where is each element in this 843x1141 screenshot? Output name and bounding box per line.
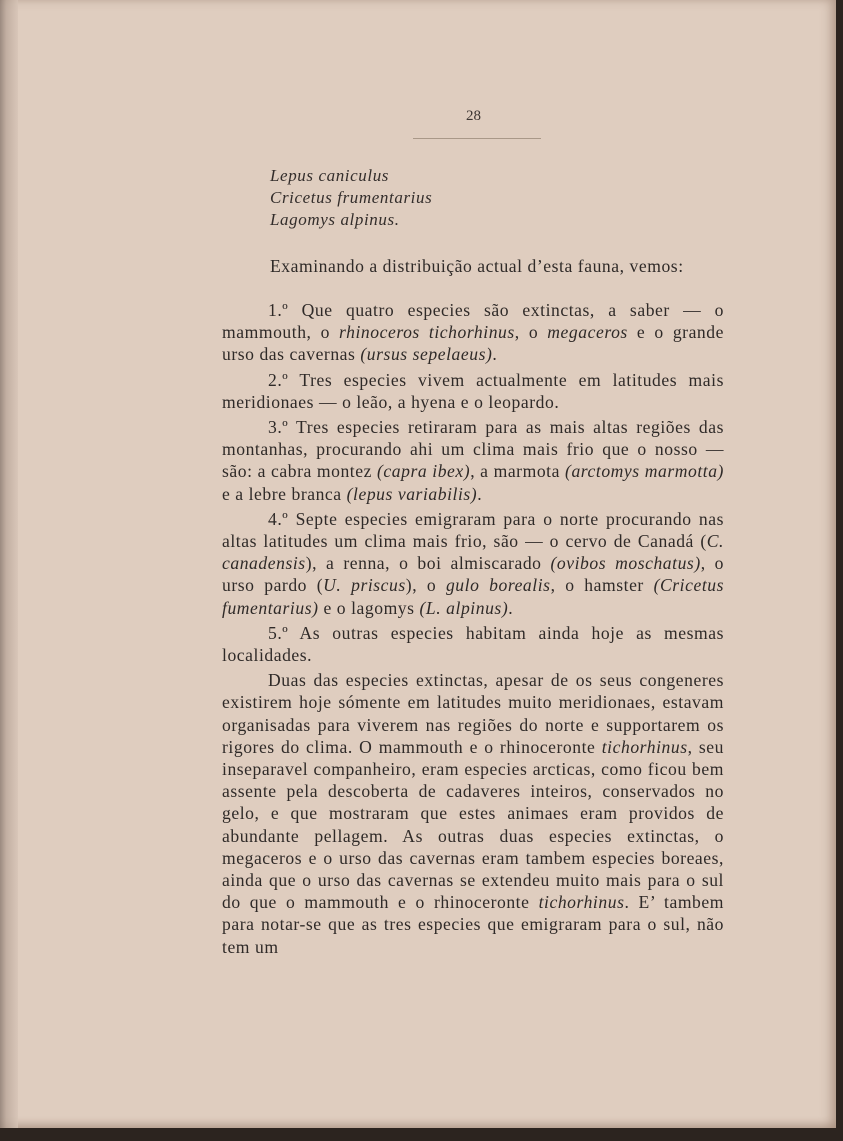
italic-term: (capra ibex) — [377, 461, 471, 482]
species-name: Lepus caniculus — [270, 166, 390, 185]
header-rule — [413, 138, 541, 139]
closing-paragraph: Duas das especies extinctas, apesar de os seus congeneres existirem hoje sómente em latitudes muito meridionaes, estavam organisadas para viverem nas regiões do norte e supportarem os rigores do clima. O mammouth e o rhinoceronte tichorhinus, seu inseparavel companheiro, eram especies arcticas, como ficou bem assente pela descoberta de cadaveres inteiros, conservados no gelo, e que mostraram que estes animaes eram providos de abundante pellagem. As outras duas especies extinctas, o megaceros e o urso das cavernas eram tambem especies boreaes, ainda que o urso das cavernas se extendeu muito mais para o sul do que o mammouth e o rhinoceronte tichorhinus. E’ tambem para notar-se que as tres especies que emigraram para o sul, não tem um — [222, 670, 724, 957]
species-name: Cricetus frumentarius — [270, 188, 433, 207]
intro-paragraph — [222, 255, 724, 277]
italic-term: U. priscus — [323, 575, 406, 596]
item-number: 4.º — [268, 508, 296, 529]
species-name: Lagomys alpinus. — [270, 210, 400, 229]
numbered-list — [222, 299, 724, 958]
italic-term: tichorhinus — [538, 892, 625, 913]
italic-term: megaceros — [547, 322, 628, 343]
list-item: 3.º Tres especies retiraram para as mais altas regiões das montanhas, procurando ahi um clima mais frio que o nosso — são: a cabra montez (capra ibex), a marmota (arctomys marmotta) e a lebre branca (lepus variabilis). — [222, 417, 725, 504]
italic-term: (arctomys marmotta) — [565, 461, 724, 482]
page-edge-bottom — [0, 1128, 843, 1141]
italic-term: (ovibos moschatus) — [550, 553, 701, 574]
item-number: 1.º — [268, 300, 302, 320]
intro-text: Examinando a distribuição actual d’esta fauna, vemos: — [270, 256, 684, 276]
list-item: 2.º Tres especies vivem actualmente em latitudes mais meridionaes — o leão, a hyena e o leopardo. — [222, 369, 724, 412]
italic-term: C. canadensis — [222, 531, 724, 574]
italic-term: gulo borealis — [445, 575, 551, 596]
list-item: 1.º Que quatro especies são extinctas, a saber — o mammouth, o rhinoceros tichorhinus, o megaceros e o grande urso das cavernas (ursus sepelaeus). — [222, 300, 725, 365]
page-spine-shadow — [0, 0, 18, 1128]
italic-term: tichorhinus — [601, 736, 688, 757]
list-item: 4.º Septe especies emigraram para o norte procurando nas altas latitudes um clima mais frio, são — o cervo de Canadá (C. canadensis), a renna, o boi almiscarado (ovibos moschatus), o urso pardo (U. priscus), o gulo borealis, o hamster (Cricetus fumentarius) e o lagomys (L. alpinus). — [222, 508, 725, 618]
item-number: 2.º — [268, 369, 300, 390]
page-number: 28 — [466, 108, 481, 124]
italic-term: (lepus variabilis) — [346, 483, 478, 504]
item-number: 3.º — [268, 417, 297, 438]
page-edge-right — [836, 0, 843, 1141]
list-item: 5.º As outras especies habitam ainda hoje as mesmas localidades. — [222, 622, 724, 666]
italic-term: (L. alpinus) — [419, 597, 509, 618]
italic-term: (ursus sepelaeus) — [360, 344, 493, 365]
italic-term: rhinoceros tichorhinus — [339, 322, 515, 343]
italic-term: (Cricetus fumentarius) — [222, 575, 725, 618]
item-number: 5.º — [268, 622, 300, 643]
